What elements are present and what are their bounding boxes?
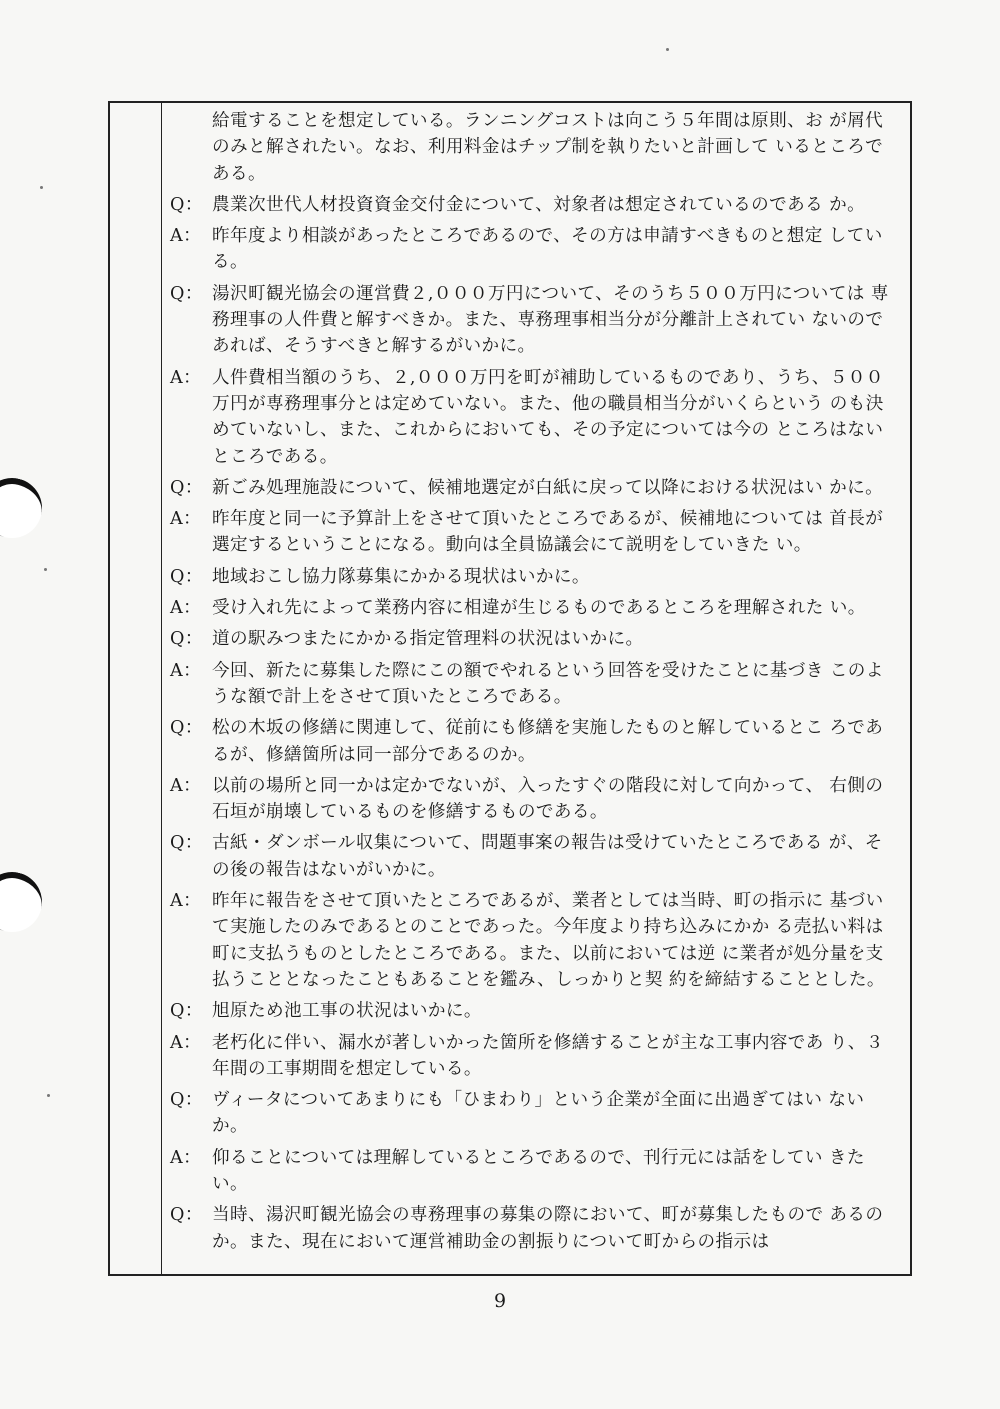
qa-label: A： [170,598,202,619]
qa-entry [170,223,900,276]
qa-label: Q： [170,718,203,739]
qa-label: A： [170,226,202,247]
qa-entry [170,506,900,559]
qa-entry [170,1202,900,1255]
qa-entry [170,715,900,768]
qa-text: 古紙・ダンボール収集について、問題事案の報告は受けていたところである が、その後の報告はないがいかに。 [212,833,883,880]
qa-entry [170,1087,900,1140]
qa-label: A： [170,891,202,912]
qa-text: 昨年度より相談があったところであるので、その方は申請すべきものと想定 している。 [212,226,883,273]
qa-entry [170,830,900,883]
qa-content [170,108,900,1260]
qa-entry [170,595,900,621]
qa-text: 昨年に報告をさせて頂いたところであるが、業者としては当時、町の指示に 基づいて実施したのみであるとのことであった。今年度より持ち込みにかか る売払い料は町に支払うものとしたところである。また、以前においては逆 に業者が処分量を支払うこととなったこともあることを鑑み、しっかりと契 約を締結することとした。 [212,891,885,990]
qa-text: 受け入れ先によって業務内容に相違が生じるものであるところを理解された い。 [212,598,866,619]
scan-speck [40,186,43,189]
qa-text: 今回、新たに募集した際にこの額でやれるという回答を受けたことに基づき このような額で計上をさせて頂いたところである。 [212,660,884,707]
qa-entry [170,626,900,652]
qa-text: 新ごみ処理施設について、候補地選定が白紙に戻って以降における状況はい かに。 [212,477,884,498]
qa-label: A： [170,1032,202,1053]
column-divider [161,101,162,1276]
qa-entry [170,475,900,501]
qa-label: Q： [170,477,203,498]
qa-entry [170,658,900,711]
punch-hole [0,872,42,932]
qa-text: 松の木坂の修繕に関連して、従前にも修繕を実施したものと解しているとこ ろであるが、修繕箇所は同一部分であるのか。 [212,718,884,765]
scan-speck [44,568,47,571]
qa-label: A： [170,1147,202,1168]
qa-label: Q： [170,629,203,650]
qa-label: A： [170,660,202,681]
qa-text: 昨年度と同一に予算計上をさせて頂いたところであるが、候補地については 首長が選定するということになる。動向は全員協議会にて説明をしていきた い。 [212,509,884,556]
qa-text: 地域おこし協力隊募集にかかる現状はいかに。 [212,566,590,587]
qa-entry [170,564,900,590]
qa-label: Q： [170,1090,203,1111]
qa-text: 農業次世代人材投資資金交付金について、対象者は想定されているのである か。 [212,194,866,215]
qa-label: Q： [170,194,203,215]
qa-label: Q： [170,1205,203,1226]
qa-entry [170,888,900,993]
qa-label: A： [170,775,202,796]
qa-text: 湯沢町観光協会の運営費２,０００万円について、そのうち５００万円については 専務理事の人件費と解すべきか。また、専務理事相当分が分離計上されてい ないのであれば、そうすべきと解するがいかに。 [212,283,889,357]
qa-entry [170,108,900,187]
qa-label: A： [170,367,202,388]
qa-entry [170,365,900,470]
qa-label: Q： [170,1001,203,1022]
qa-label: Q： [170,566,203,587]
qa-text: 人件費相当額のうち、２,０００万円を町が補助しているものであり、うち、５００ 万円が専務理事分とは定めていない。また、他の職員相当分がいくらという のも決めていないし、また、これからにおいても、その予定については今の ところはないところである。 [212,367,884,467]
qa-text: 以前の場所と同一かは定かでないが、入ったすぐの階段に対して向かって、 右側の石垣が崩壊しているものを修繕するものである。 [212,775,884,823]
qa-label: Q： [170,833,203,854]
qa-label: Q： [170,283,203,304]
qa-entry [170,773,900,826]
qa-entry [170,1145,900,1198]
qa-label: A： [170,509,202,530]
page-number: 9 [493,1290,507,1312]
scan-speck [47,1094,50,1097]
qa-entry [170,192,900,218]
qa-text: 旭原ため池工事の状況はいかに。 [212,1001,482,1022]
qa-text: 仰ることについては理解しているところであるので、刊行元には話をしてい きたい。 [212,1147,865,1194]
scan-speck [666,48,669,51]
qa-text: 当時、湯沢町観光協会の専務理事の募集の際において、町が募集したもので あるのか。また、現在において運営補助金の割振りについて町からの指示は [212,1205,884,1252]
qa-text: ヴィータについてあまりにも「ひまわり」という企業が全面に出過ぎてはい ないか。 [212,1090,865,1137]
qa-text: 給電することを想定している。ランニングコストは向こう５年間は原則、お が屑代のみと解されたい。なお、利用料金はチップ制を執りたいと計画して いるところである。 [212,111,884,184]
qa-entry [170,281,900,360]
punch-hole [0,478,42,538]
qa-entry [170,998,900,1024]
qa-text: 老朽化に伴い、漏水が著しいかった箇所を修繕することが主な工事内容であ り、３年間の工事期間を想定している。 [212,1032,884,1079]
qa-text: 道の駅みつまたにかかる指定管理料の状況はいかに。 [212,629,644,650]
qa-entry [170,1030,900,1083]
